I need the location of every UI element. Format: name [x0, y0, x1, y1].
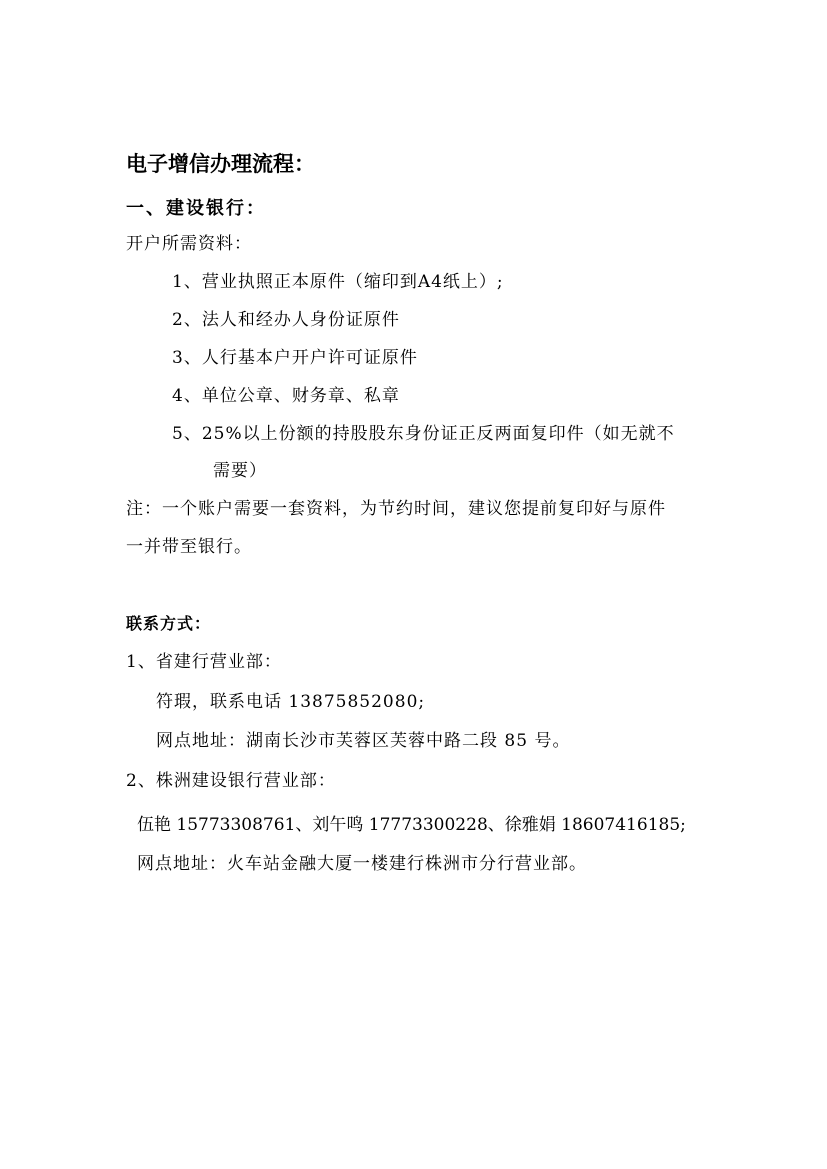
branch-2-contact: 伍艳 15773308761、刘午鸣 17773300228、徐雅娟 18607416185;: [137, 815, 686, 835]
branch-1-address: 网点地址：湖南长沙市芙蓉区芙蓉中路二段 85 号。: [156, 731, 571, 751]
note-text-line-1: 注：一个账户需要一套资料，为节约时间，建议您提前复印好与原件: [126, 499, 666, 519]
branch-1-contact: 符瑕，联系电话 13875852080;: [156, 692, 426, 712]
branch-1-label: 1、省建行营业部：: [126, 652, 282, 672]
list-item: 5、25%以上份额的持股股东身份证正反两面复印件（如无就不: [172, 424, 675, 444]
branch-2-address: 网点地址：火车站金融大厦一楼建行株洲市分行营业部。: [137, 854, 587, 874]
section-heading-ccb: 一、建设银行：: [126, 198, 266, 219]
page-title: 电子增信办理流程：: [126, 152, 315, 176]
list-item: 4、单位公章、财务章、私章: [172, 386, 400, 406]
list-item: 1、营业执照正本原件（缩印到A4纸上）;: [172, 272, 504, 292]
materials-label: 开户所需资料：: [126, 234, 252, 254]
list-item: 3、人行基本户开户许可证原件: [172, 348, 418, 368]
list-item: 2、法人和经办人身份证原件: [172, 310, 400, 330]
note-text-line-2: 一并带至银行。: [126, 537, 252, 557]
list-item-continuation: 需要）: [213, 461, 267, 481]
contact-heading: 联系方式：: [126, 614, 212, 633]
branch-2-label: 2、株洲建设银行营业部：: [126, 771, 336, 791]
